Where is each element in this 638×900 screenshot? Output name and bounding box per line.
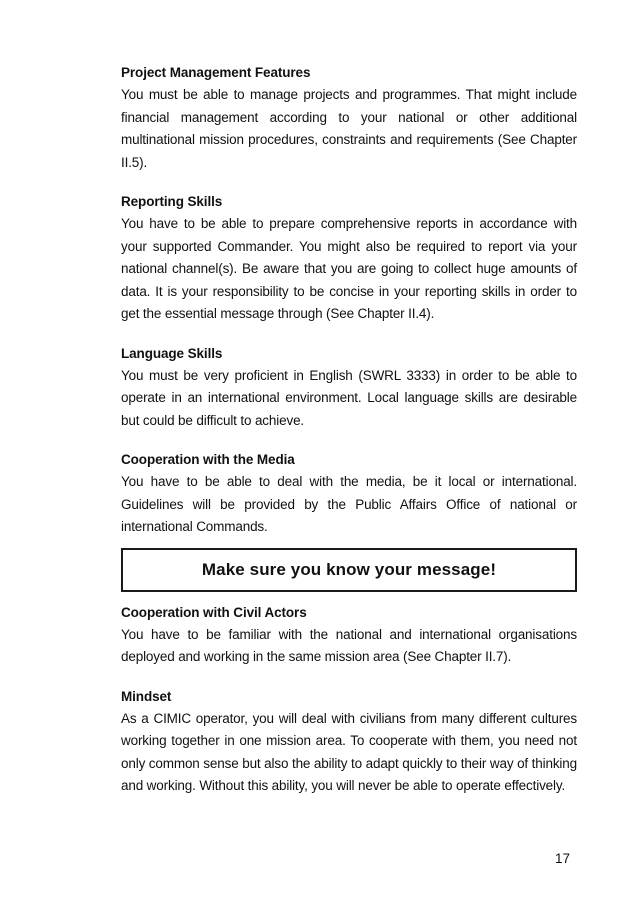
section-heading: Cooperation with the Media	[121, 452, 295, 467]
section-body: You must be able to manage projects and programmes. That might include financial management according to your national or other additional multinational mission procedures, constraints and requirements (See Chapter II.5).	[121, 87, 577, 170]
callout-box	[121, 548, 577, 592]
section-cooperation-media	[121, 449, 577, 539]
section-heading: Mindset	[121, 688, 172, 704]
callout-text: Make sure you know your message!	[201, 559, 497, 579]
section-body: You have to be able to deal with the media, be it local or international. Guidelines will be provided by the Public Affairs Office of national or international Commands.	[121, 474, 577, 534]
document-page	[121, 62, 577, 815]
section-reporting-skills	[121, 191, 577, 326]
section-body: As a CIMIC operator, you will deal with civilians from many different cultures working together in one mission area. To cooperate with them, you need not only common sense but also the ability to adapt quickly to their way of thinking and working. Without this ability, you will never be able to operate effectively.	[121, 710, 577, 793]
section-heading: Language Skills	[121, 345, 223, 361]
section-heading: Project Management Features	[121, 65, 311, 80]
section-language-skills	[121, 343, 577, 433]
section-body: You have to be familiar with the national and international organisations deployed and working in the same mission area (See Chapter II.7).	[121, 626, 577, 664]
section-body: You must be very proficient in English (SWRL 3333) in order to be able to operate in an international environment. Local language skills are desirable but could be difficult to achieve.	[121, 367, 577, 428]
section-heading: Reporting Skills	[121, 194, 223, 209]
section-body: You have to be able to prepare comprehensive reports in accordance with your supported Commander. You might also be required to report via your national channel(s). Be aware that you are going to collect huge amounts of data. It is your responsibility to be concise in your reporting skills in order to get the essential message through (See Chapter II.4).	[121, 216, 577, 321]
section-heading: Cooperation with Civil Actors	[121, 604, 307, 620]
section-cooperation-civil-actors	[121, 602, 577, 669]
section-project-management	[121, 62, 577, 174]
page-number: 17	[555, 851, 571, 866]
section-mindset	[121, 686, 577, 798]
